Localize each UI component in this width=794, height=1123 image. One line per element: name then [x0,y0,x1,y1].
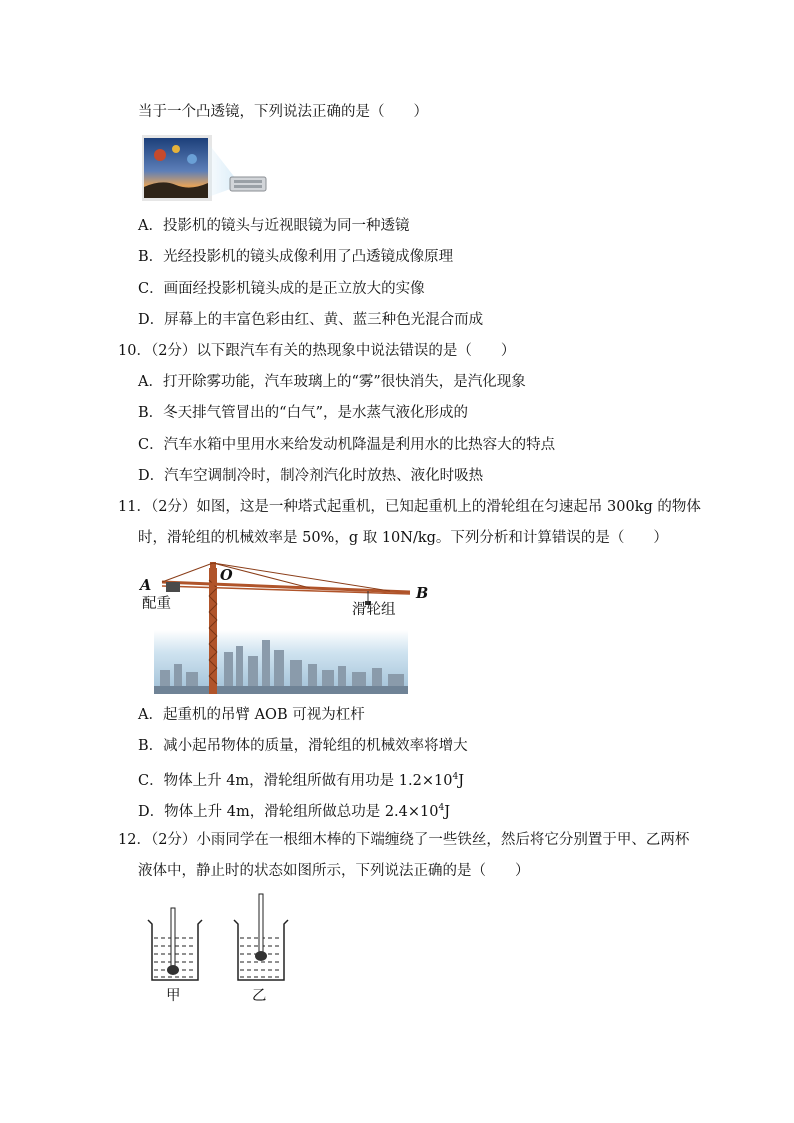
q11-option-c-exponent: 4 [452,772,459,782]
q9-option-c[interactable]: C．画面经投影机镜头成的是正立放大的实像 [138,281,425,297]
q10-option-c[interactable]: C．汽车水箱中里用水来给发动机降温是利用水的比热容大的特点 [138,437,556,453]
q9-option-b[interactable]: B．光经投影机的镜头成像利用了凸透镜成像原理 [138,249,454,265]
crane-label-a: A [140,577,152,594]
crane-label-counterweight: 配重 [142,596,171,612]
q11-option-d-text: D．物体上升 4m，滑轮组所做总功是 2.4×10 [138,804,439,820]
q9-option-d[interactable]: D．屏幕上的丰富色彩由红、黄、蓝三种色光混合而成 [138,312,484,328]
q11-stem-line1: 11．（2分）如图，这是一种塔式起重机，已知起重机上的滑轮组在匀速起吊 300kg 的物体 [118,499,701,515]
q10-option-a[interactable]: A．打开除雾功能，汽车玻璃上的“雾”很快消失，是汽化现象 [138,374,526,390]
q11-option-a[interactable]: A．起重机的吊臂 AOB 可视为杠杆 [138,707,365,723]
q11-option-c-text: C．物体上升 4m，滑轮组所做有用功是 1.2×10 [138,773,453,789]
q11-option-d[interactable] [138,798,450,822]
projector-figure [142,135,270,205]
beaker-label-jia: 甲 [166,988,181,1004]
q11-option-c[interactable] [138,767,464,791]
crane-label-b: B [416,585,429,602]
q9-option-a[interactable]: A．投影机的镜头与近视眼镜为同一种透镜 [138,218,410,234]
crane-label-o: O [220,567,233,584]
q11-option-d-exponent: 4 [438,803,445,813]
crane-figure [140,560,430,695]
q11-option-c-unit: J [458,773,465,789]
q11-stem-line2: 时，滑轮组的机械效率是 50%，g 取 10N/kg。下列分析和计算错误的是（ ） [138,530,668,546]
q12-stem-line2: 液体中，静止时的状态如图所示，下列说法正确的是（ ） [138,863,530,879]
q9-stem-continuation: 当于一个凸透镜，下列说法正确的是（ ） [138,104,428,120]
projector-illustration [142,135,270,205]
crane-label-pulley: 滑轮组 [352,602,396,618]
q11-option-d-unit: J [444,804,451,820]
beakers-figure [140,890,310,1010]
q10-option-b[interactable]: B．冬天排气管冒出的“白气”，是水蒸气液化形成的 [138,405,468,421]
q11-option-b[interactable]: B．减小起吊物体的质量，滑轮组的机械效率将增大 [138,738,468,754]
crane-illustration [140,560,430,695]
q12-stem-line1: 12．（2分）小雨同学在一根细木棒的下端缠绕了一些铁丝，然后将它分别置于甲、乙两杯 [118,832,690,848]
beakers-illustration [140,890,310,982]
q10-stem: 10．（2分）以下跟汽车有关的热现象中说法错误的是（ ） [118,343,516,359]
beaker-jia [148,908,202,980]
beaker-yi [234,894,288,980]
q10-option-d[interactable]: D．汽车空调制冷时，制冷剂汽化时放热、液化时吸热 [138,468,484,484]
beaker-label-yi: 乙 [252,988,267,1004]
